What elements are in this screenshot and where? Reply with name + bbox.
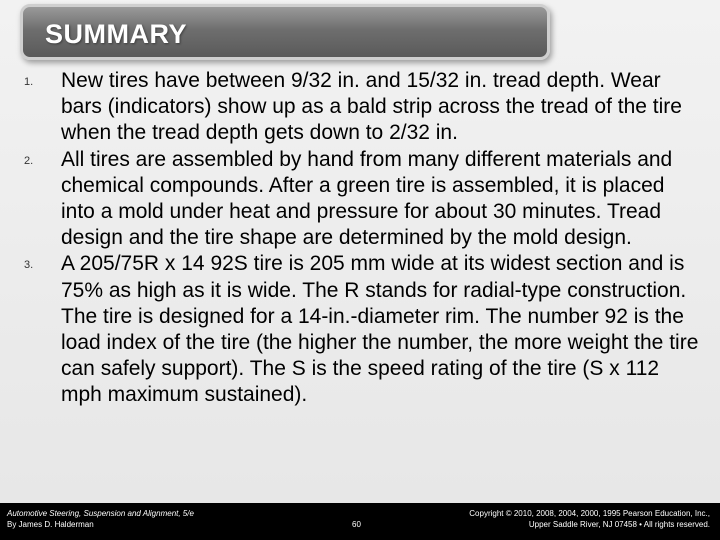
author: By James D. Halderman (7, 520, 94, 529)
list-item-text: A 205/75R x 14 92S tire is 205 mm wide at its widest section and is 75% as high as it is wide. The R stands for radial-type construction. The tire is designed for a 14-in.-diameter rim. The number 92 is the load index of the tire (the higher the number, the more weight the tire can safely support). The S is the speed rating of the tire (S x 112 mph maximum sustained). (61, 252, 699, 407)
footer-book-info (7, 508, 194, 530)
list-item-number: 1. (24, 76, 34, 88)
page-number: 60 (352, 520, 361, 529)
list-item-text: New tires have between 9/32 in. and 15/32 in. tread depth. Wear bars (indicators) show up as a bald strip across the tread of the tire when the tread depth gets down to 2/32 in. (61, 69, 682, 145)
copyright-line-1: Copyright © 2010, 2008, 2004, 2000, 1995 Pearson Education, Inc., (469, 509, 710, 518)
footer (0, 503, 720, 540)
list-item-number: 3. (24, 259, 34, 272)
list-item (24, 147, 700, 252)
list-item-number: 2. (24, 154, 34, 167)
copyright (469, 508, 710, 530)
list-item-text: All tires are assembled by hand from many different materials and chemical compounds. After a green tire is assembled, it is placed into a mold under heat and pressure for about 30 minutes. Tread design and the tire shape are determined by the mold design. (61, 147, 673, 250)
list-item (24, 251, 700, 408)
list-item (24, 68, 700, 147)
slide-title: SUMMARY (45, 19, 187, 49)
summary-list (24, 68, 700, 409)
copyright-line-2: Upper Saddle River, NJ 07458 • All rights reserved. (528, 520, 710, 529)
title-bar (20, 4, 550, 60)
book-title: Automotive Steering, Suspension and Alignment, 5/e (7, 509, 194, 518)
